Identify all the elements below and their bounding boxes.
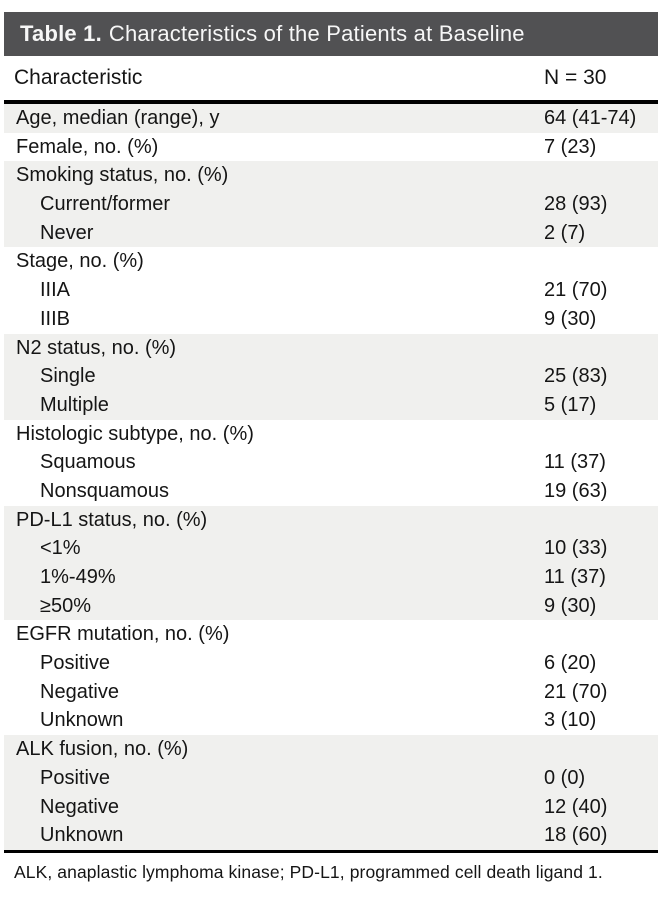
baseline-characteristics-table <box>4 12 658 883</box>
characteristic-cell: IIIB <box>40 307 71 330</box>
characteristic-cell: Female, no. (%) <box>16 135 159 158</box>
value-cell: 5 (17) <box>544 393 597 416</box>
characteristic-cell: Single <box>40 365 96 388</box>
table-row <box>4 420 658 449</box>
table-row <box>4 506 658 535</box>
value-cell: 28 (93) <box>544 193 608 216</box>
table-row <box>4 305 658 334</box>
table-number-label: Table 1. <box>20 21 102 46</box>
table-row <box>4 104 658 133</box>
characteristic-cell: <1% <box>40 537 81 560</box>
table-row <box>4 649 658 678</box>
table-row <box>4 219 658 248</box>
footnote: ALK, anaplastic lymphoma kinase; PD-L1, programmed cell death ligand 1. <box>14 861 603 882</box>
value-cell: 12 (40) <box>544 795 608 818</box>
characteristic-column-header: Characteristic <box>14 66 143 89</box>
table-row <box>4 362 658 391</box>
table-title-bar <box>4 12 658 56</box>
characteristic-cell: Positive <box>40 766 111 789</box>
characteristic-cell: Histologic subtype, no. (%) <box>16 422 254 445</box>
table-row <box>4 821 658 850</box>
value-cell: 6 (20) <box>544 652 597 675</box>
characteristic-cell: Current/former <box>40 193 171 216</box>
characteristic-cell: Age, median (range), y <box>16 107 220 129</box>
value-cell: 9 (30) <box>544 307 597 330</box>
characteristic-cell: Nonsquamous <box>40 479 169 502</box>
characteristic-cell: IIIA <box>40 279 71 302</box>
characteristic-cell: Unknown <box>40 824 124 847</box>
value-cell: 2 (7) <box>544 221 586 244</box>
table-row <box>4 793 658 822</box>
value-cell: 21 (70) <box>544 279 608 302</box>
table-row <box>4 678 658 707</box>
characteristic-cell: Multiple <box>40 393 109 416</box>
value-cell: 7 (23) <box>544 135 597 158</box>
value-cell: 11 (37) <box>544 566 606 588</box>
value-cell: 9 (30) <box>544 594 597 617</box>
value-cell: 21 (70) <box>544 680 608 703</box>
characteristic-cell: Squamous <box>40 451 136 474</box>
characteristic-cell: Never <box>40 221 94 244</box>
characteristic-cell: ALK fusion, no. (%) <box>16 738 189 761</box>
table-row <box>4 448 658 477</box>
table-title: Characteristics of the Patients at Baseline <box>108 21 525 46</box>
page <box>0 12 662 916</box>
value-cell: 0 (0) <box>544 766 586 789</box>
column-header-row <box>4 56 658 100</box>
characteristic-cell: Unknown <box>40 709 124 732</box>
table-row <box>4 706 658 735</box>
value-cell: 25 (83) <box>544 365 608 388</box>
table-row <box>4 276 658 305</box>
characteristic-cell: Negative <box>40 680 119 703</box>
value-cell: 3 (10) <box>544 709 597 732</box>
characteristic-cell: Positive <box>40 652 111 675</box>
characteristic-cell: Negative <box>40 795 119 818</box>
table-row <box>4 190 658 219</box>
table-row <box>4 735 658 764</box>
table-row <box>4 534 658 563</box>
characteristic-cell: Smoking status, no. (%) <box>16 164 229 187</box>
value-cell: 11 (37) <box>544 451 606 474</box>
table-row <box>4 334 658 363</box>
table-row <box>4 391 658 420</box>
table-row <box>4 133 658 162</box>
value-cell: 10 (33) <box>544 537 608 560</box>
value-cell: 19 (63) <box>544 479 608 502</box>
table-row <box>4 620 658 649</box>
table-row <box>4 477 658 506</box>
characteristic-cell: EGFR mutation, no. (%) <box>16 623 230 646</box>
table-body <box>4 104 658 850</box>
characteristic-cell: PD-L1 status, no. (%) <box>16 508 208 531</box>
characteristic-cell: 1%-49% <box>40 566 116 588</box>
n-column-header: N = 30 <box>544 66 607 89</box>
characteristic-cell: N2 status, no. (%) <box>16 336 177 359</box>
table-row <box>4 592 658 621</box>
table-row <box>4 161 658 190</box>
value-cell: 18 (60) <box>544 824 608 847</box>
table-row <box>4 764 658 793</box>
characteristic-cell: Stage, no. (%) <box>16 250 144 273</box>
characteristic-cell: ≥50% <box>40 594 92 617</box>
table-row <box>4 247 658 276</box>
value-cell: 64 (41-74) <box>544 107 637 129</box>
table-row <box>4 563 658 592</box>
